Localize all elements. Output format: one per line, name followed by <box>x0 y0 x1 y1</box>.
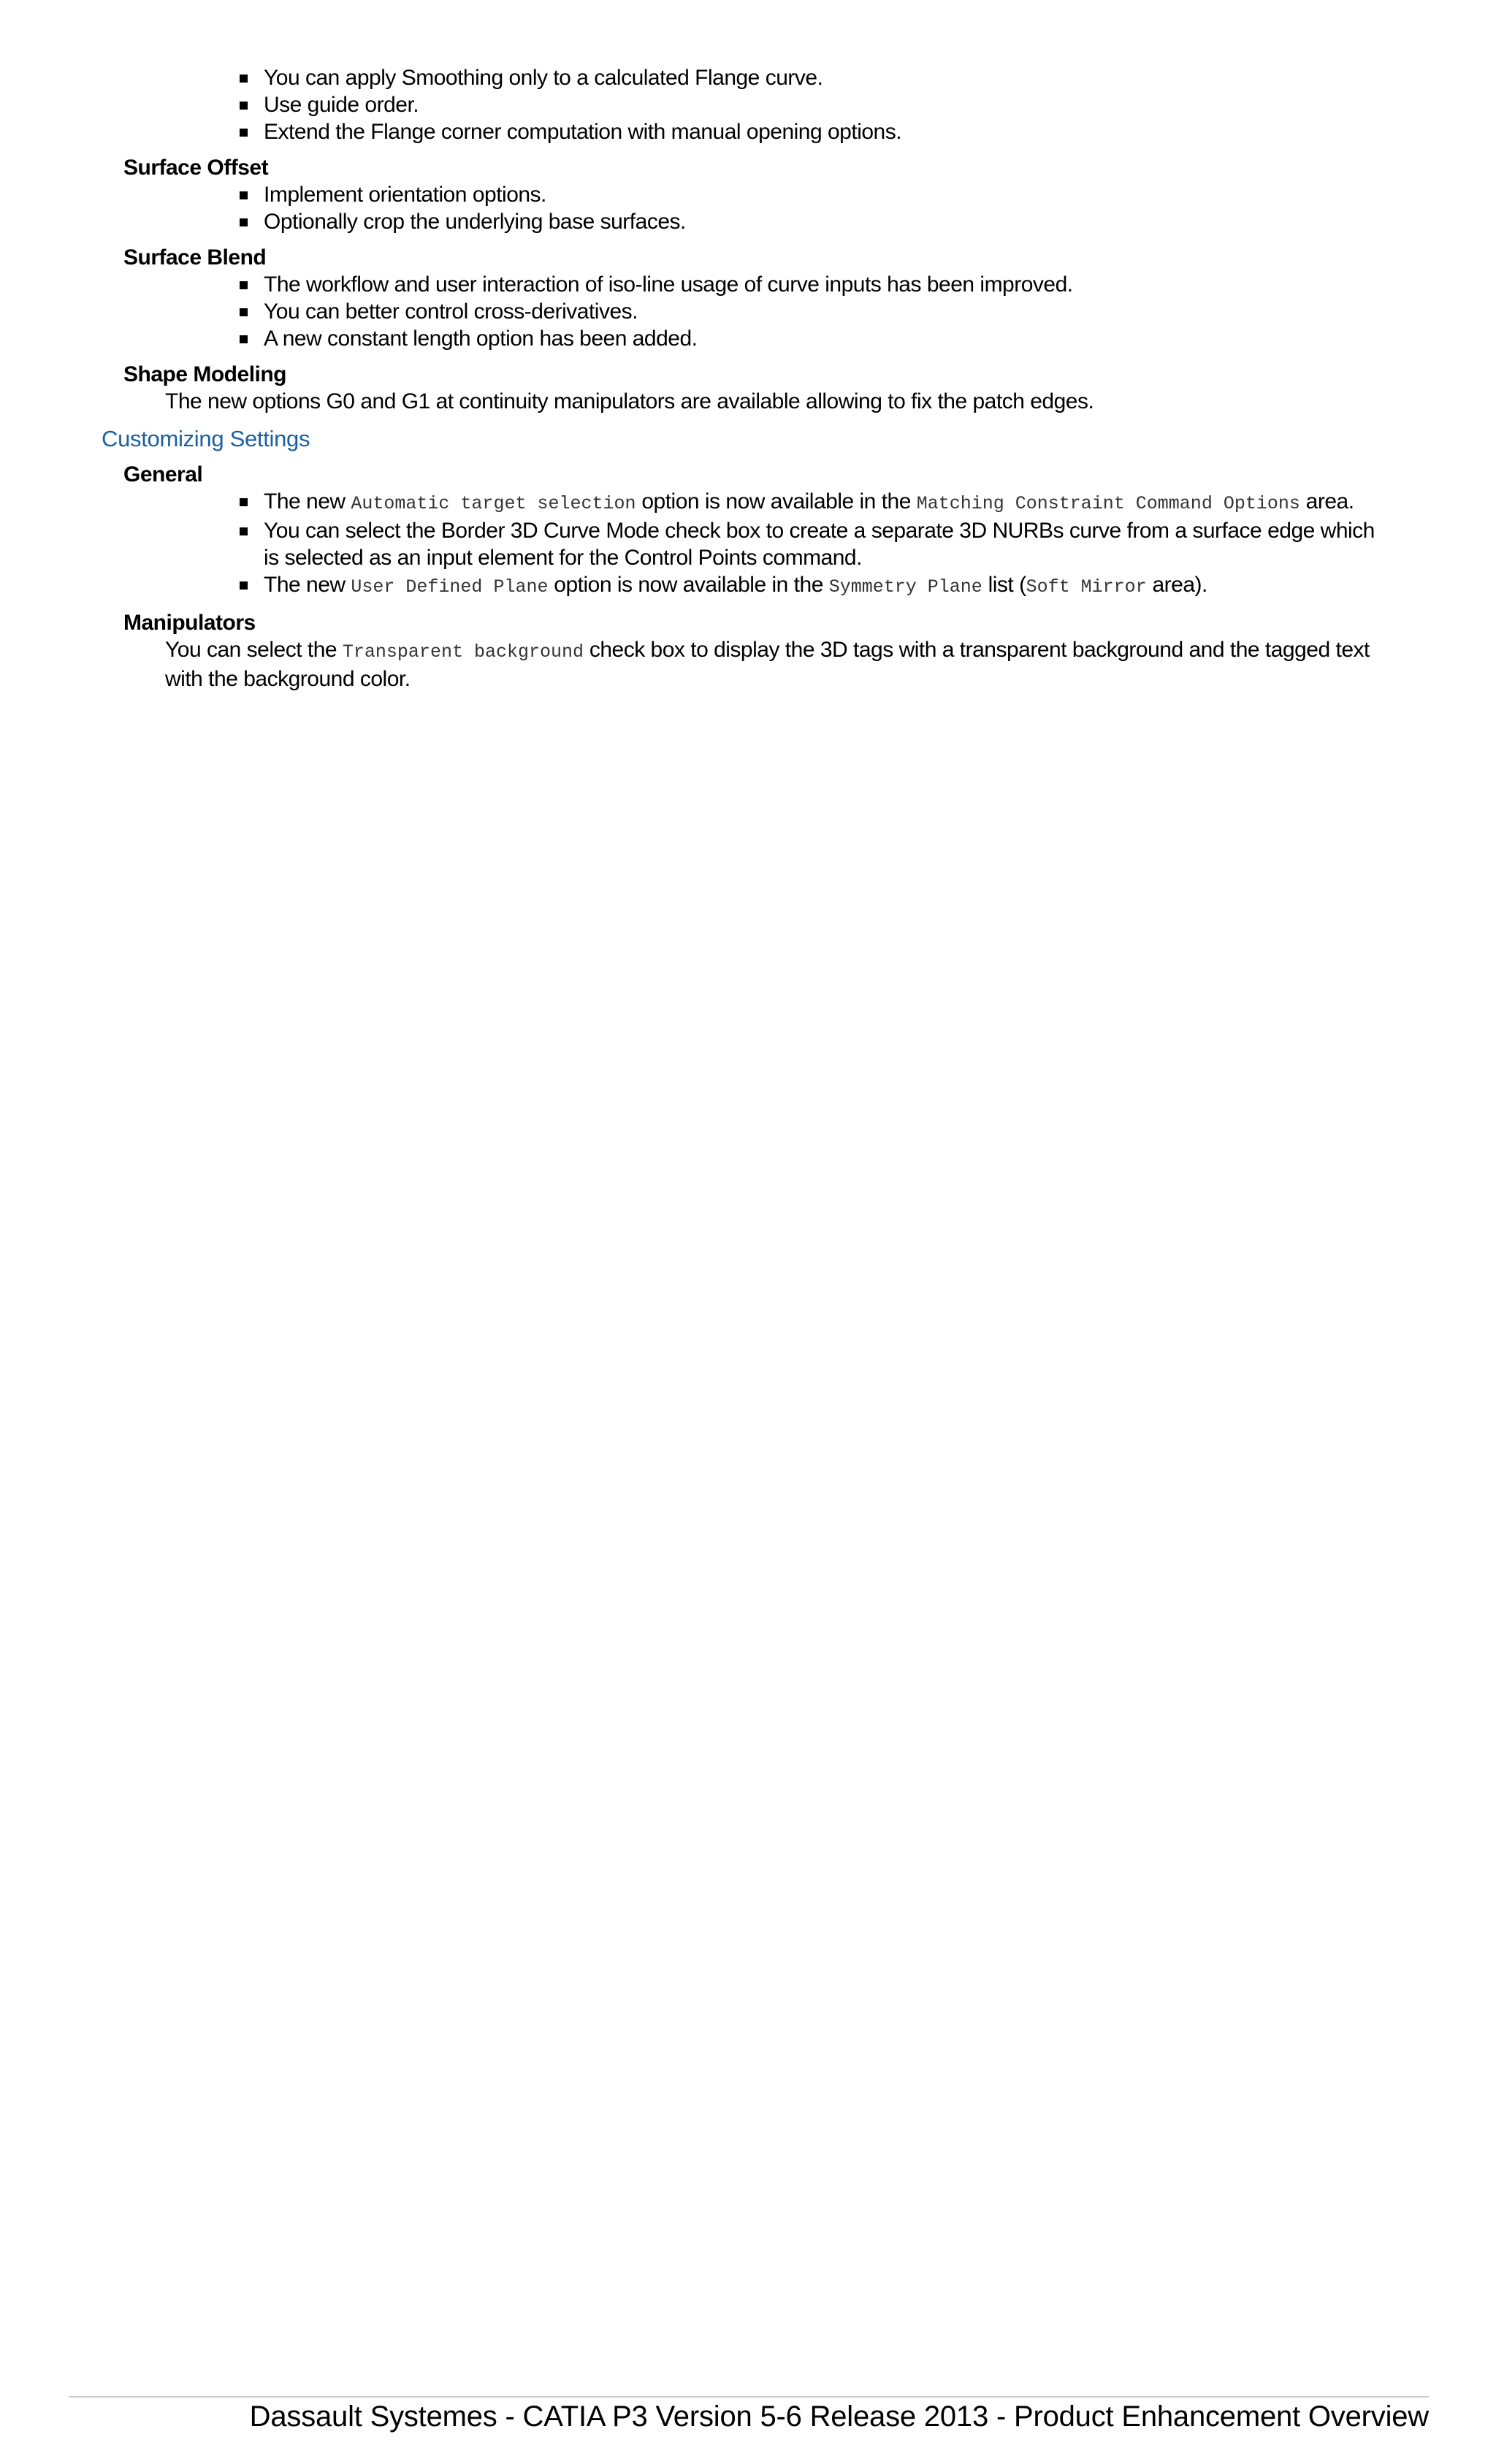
manipulators-text: You can select the Transparent background check box to display the 3D tags with a transparent background and the tagged text with the background color. <box>165 638 1370 691</box>
list-item: The new User Defined Plane option is now available in the Symmetry Plane list (Soft Mirror area). <box>264 571 1389 600</box>
square-bullet-icon <box>240 129 248 137</box>
square-bullet-icon <box>240 75 248 83</box>
list-item: Extend the Flange corner computation with manual opening options. <box>264 118 1389 145</box>
square-bullet-icon <box>240 335 248 343</box>
list-item: You can select the Border 3D Curve Mode check box to create a separate 3D NURBs curve from a surface edge which is selected as an input element for the Control Points command. <box>264 517 1389 571</box>
list-item: You can better control cross-derivatives. <box>264 298 1389 325</box>
option-name: Automatic target selection <box>351 493 636 514</box>
list-item: The new Automatic target selection option is now available in the Matching Constraint Command Options area. <box>264 488 1389 517</box>
surface-offset-bullet-list <box>0 181 1389 235</box>
list-item: Implement orientation options. <box>264 181 1389 208</box>
square-bullet-icon <box>240 218 248 226</box>
square-bullet-icon <box>240 308 248 316</box>
checkbox-name: Transparent background <box>342 641 584 663</box>
customizing-settings-heading[interactable]: Customizing Settings <box>102 426 310 451</box>
list-item: A new constant length option has been added. <box>264 325 1389 352</box>
surface-blend-bullet-list <box>0 271 1389 352</box>
surface-blend-heading: Surface Blend <box>123 245 267 270</box>
general-heading: General <box>123 462 203 487</box>
general-bullet-list <box>0 488 1389 600</box>
square-bullet-icon <box>240 191 248 199</box>
document-body <box>0 64 1496 693</box>
square-bullet-icon <box>240 281 248 289</box>
area-name: Matching Constraint Command Options <box>916 493 1300 514</box>
list-item: The workflow and user interaction of iso-line usage of curve inputs has been improved. <box>264 271 1389 298</box>
area-name: Soft Mirror <box>1026 576 1147 598</box>
list-item: You can apply Smoothing only to a calculated Flange curve. <box>264 64 1389 91</box>
list-item: Use guide order. <box>264 91 1389 118</box>
shape-modeling-heading: Shape Modeling <box>123 362 287 386</box>
intro-bullet-list <box>0 64 1389 145</box>
option-name: User Defined Plane <box>351 576 549 598</box>
square-bullet-icon <box>240 498 248 506</box>
page-footer: Dassault Systemes - CATIA P3 Version 5-6 Release 2013 - Product Enhancement Overview <box>249 2400 1429 2433</box>
square-bullet-icon <box>240 102 248 110</box>
footer-divider <box>69 2396 1429 2398</box>
square-bullet-icon <box>240 581 248 590</box>
list-item: Optionally crop the underlying base surfaces. <box>264 208 1389 235</box>
shape-modeling-text: The new options G0 and G1 at continuity manipulators are available allowing to fix the patch edges. <box>165 389 1094 413</box>
square-bullet-icon <box>240 527 248 535</box>
list-name: Symmetry Plane <box>828 576 982 598</box>
manipulators-heading: Manipulators <box>123 611 256 635</box>
surface-offset-heading: Surface Offset <box>123 156 269 180</box>
